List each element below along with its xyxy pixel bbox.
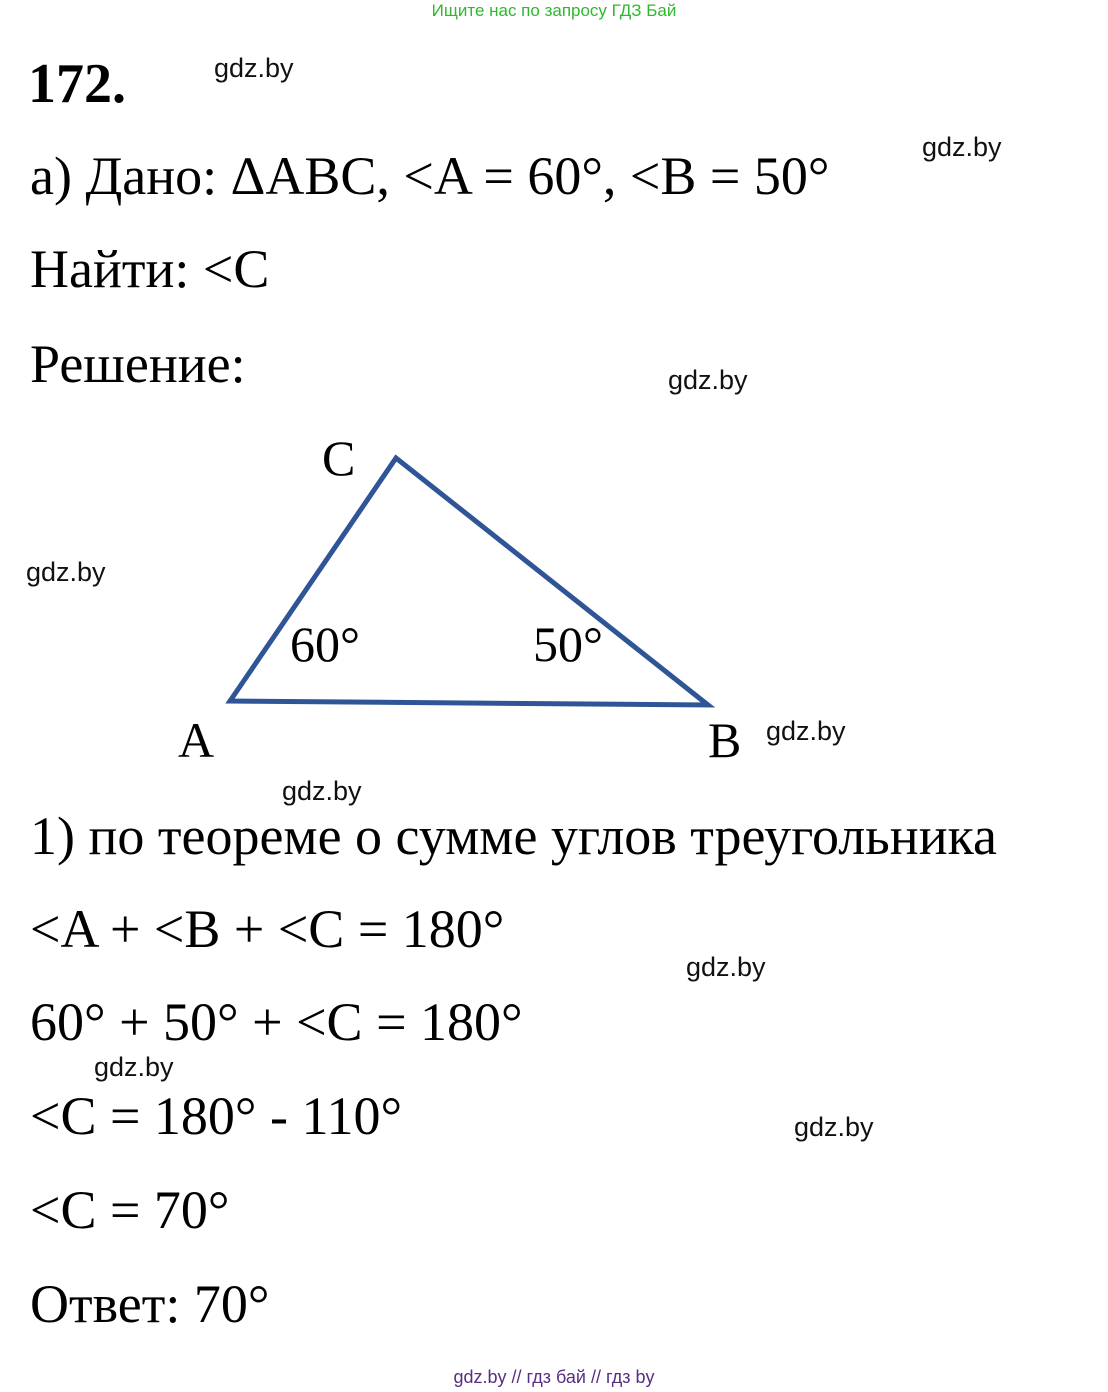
watermark: gdz.by <box>214 53 294 83</box>
watermark: gdz.by <box>686 952 766 982</box>
problem-number: 172. <box>28 53 126 115</box>
watermark: gdz.by <box>26 557 106 587</box>
find-line: Найти: <C <box>30 239 270 299</box>
answer-line: Ответ: 70° <box>30 1274 270 1334</box>
equation-difference: <C = 180° - 110° <box>30 1086 403 1146</box>
watermark: gdz.by <box>282 776 362 806</box>
footer-links: gdz.by // гдз бай // гдз by <box>453 1367 655 1387</box>
equation-result: <C = 70° <box>30 1180 230 1240</box>
vertex-b-label: B <box>708 712 742 768</box>
solution-label: Решение: <box>30 334 246 394</box>
step-1-text: 1) по теореме о сумме углов треугольника <box>30 806 997 866</box>
angle-b-label: 50° <box>533 616 603 672</box>
watermark: gdz.by <box>794 1112 874 1142</box>
equation-substituted: 60° + 50° + <C = 180° <box>30 992 523 1052</box>
top-banner: Ищите нас по запросу ГДЗ Бай <box>431 1 677 20</box>
watermark: gdz.by <box>668 365 748 395</box>
vertex-a-label: A <box>178 712 215 768</box>
vertex-c-label: C <box>322 430 356 486</box>
watermark: gdz.by <box>922 132 1002 162</box>
equation-sum: <A + <B + <C = 180° <box>30 899 505 959</box>
watermark: gdz.by <box>766 716 846 746</box>
angle-a-label: 60° <box>290 616 360 672</box>
given-line: а) Дано: ΔABC, <A = 60°, <B = 50° <box>30 146 830 206</box>
watermark: gdz.by <box>94 1052 174 1082</box>
